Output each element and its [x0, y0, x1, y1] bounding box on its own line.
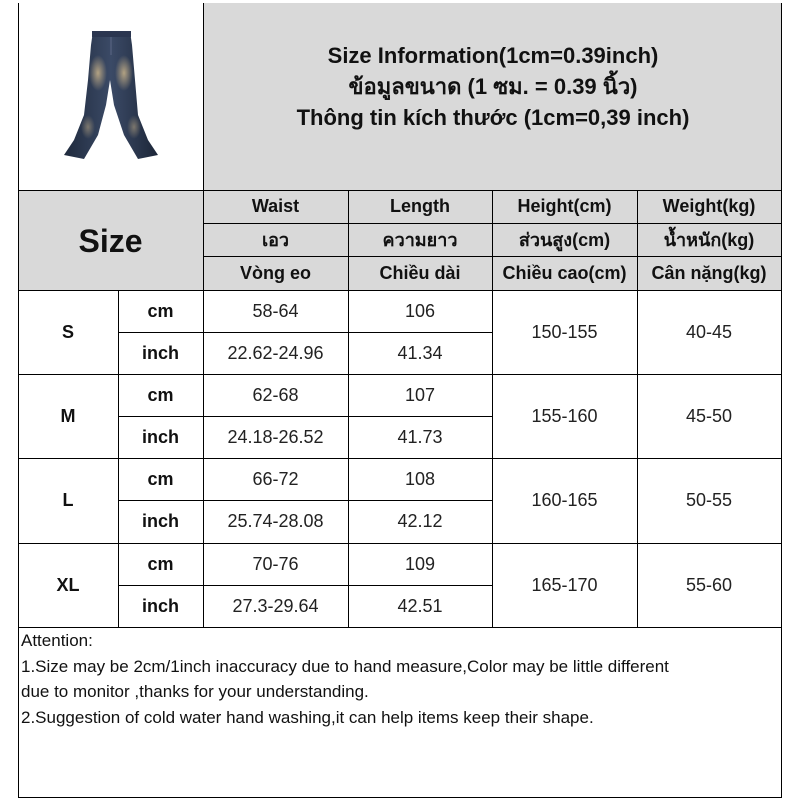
size-information-title: [203, 40, 783, 133]
length-inch-cell: 41.34: [397, 342, 443, 363]
length-cm-cell: 108: [404, 468, 436, 489]
col-weight-th: น้ำหนัก(kg): [663, 230, 755, 250]
grid-line: [203, 190, 204, 627]
grid-line: [18, 458, 782, 459]
unit-inch-cell: inch: [141, 426, 179, 447]
waist-inch-cell: 24.18-26.52: [227, 426, 324, 447]
col-weight-en: Weight(kg): [662, 196, 756, 216]
col-waist-vi: Vòng eo: [240, 262, 311, 283]
length-inch-cell: 42.12: [397, 511, 443, 531]
unit-inch-cell: inch: [141, 342, 179, 363]
col-waist-th: เอว: [261, 230, 290, 250]
col-height-th: ส่วนสูง(cm): [518, 230, 611, 250]
col-height-vi: Chiều cao(cm): [502, 262, 627, 283]
size-cell: L: [62, 490, 74, 510]
grid-line: [118, 332, 492, 333]
unit-inch-cell: inch: [141, 595, 179, 616]
col-weight-vi: Cân nặng(kg): [651, 262, 767, 283]
height-cell: 150-155: [531, 321, 598, 342]
note-line-3: 2.Suggestion of cold water hand washing,it can help items keep their shape.: [21, 707, 594, 727]
waist-cm-cell: 58-64: [252, 300, 299, 321]
size-cell: XL: [56, 574, 80, 595]
grid-line: [18, 374, 782, 375]
weight-cell: 50-55: [685, 490, 733, 510]
grid-line: [203, 3, 204, 190]
size-cell: S: [61, 321, 74, 342]
length-cm-cell: 109: [404, 553, 436, 574]
grid-line: [18, 290, 782, 291]
length-inch-cell: 41.73: [397, 426, 443, 447]
unit-inch-cell: inch: [141, 511, 179, 531]
grid-line: [637, 190, 638, 627]
title-line-vietnamese: Thông tin kích thước (1cm=0,39 inch): [296, 105, 690, 130]
unit-cm-cell: cm: [147, 384, 174, 405]
weight-cell: 40-45: [685, 321, 733, 342]
grid-line: [118, 416, 492, 417]
length-inch-cell: 42.51: [397, 595, 443, 616]
weight-cell: 45-50: [685, 405, 733, 426]
grid-line: [18, 190, 782, 191]
title-line-thai: ข้อมูลขนาด (1 ซม. = 0.39 นิ้ว): [348, 74, 638, 99]
col-length-vi: Chiều dài: [379, 262, 461, 283]
length-cm-cell: 106: [404, 300, 436, 321]
grid-line: [118, 500, 492, 501]
grid-line: [18, 3, 19, 798]
flared-jeans-photo: [40, 5, 180, 185]
waist-inch-cell: 22.62-24.96: [227, 342, 324, 363]
title-line-english: Size Information(1cm=0.39inch): [327, 43, 659, 68]
grid-line: [18, 797, 782, 798]
height-cell: 155-160: [531, 405, 598, 426]
height-cell: 160-165: [531, 490, 598, 510]
unit-cm-cell: cm: [147, 468, 174, 489]
unit-cm-cell: cm: [147, 300, 174, 321]
waist-cm-cell: 66-72: [252, 468, 299, 489]
waist-cm-cell: 62-68: [252, 384, 299, 405]
length-cm-cell: 107: [404, 384, 436, 405]
note-line-2: due to monitor ,thanks for your understanding.: [21, 682, 369, 702]
size-column-label: Size: [78, 222, 143, 259]
unit-cm-cell: cm: [147, 553, 174, 574]
height-cell: 165-170: [531, 574, 598, 595]
waist-cm-cell: 70-76: [252, 553, 299, 574]
grid-line: [348, 190, 349, 627]
size-cell: M: [60, 405, 76, 426]
waist-inch-cell: 25.74-28.08: [227, 511, 324, 531]
col-length-en: Length: [390, 196, 450, 216]
waist-inch-cell: 27.3-29.64: [232, 595, 319, 616]
col-waist-en: Waist: [251, 196, 300, 216]
attention-notes: [21, 628, 781, 730]
grid-line: [118, 585, 492, 586]
grid-line: [781, 3, 782, 798]
col-length-th: ความยาว: [382, 230, 458, 250]
grid-line: [18, 543, 782, 544]
grid-line: [18, 627, 782, 628]
weight-cell: 55-60: [685, 574, 733, 595]
col-height-en: Height(cm): [517, 196, 612, 216]
note-line-1: 1.Size may be 2cm/1inch inaccuracy due to hand measure,Color may be little different: [21, 656, 669, 676]
grid-line: [492, 190, 493, 627]
notes-heading: Attention:: [21, 631, 93, 650]
